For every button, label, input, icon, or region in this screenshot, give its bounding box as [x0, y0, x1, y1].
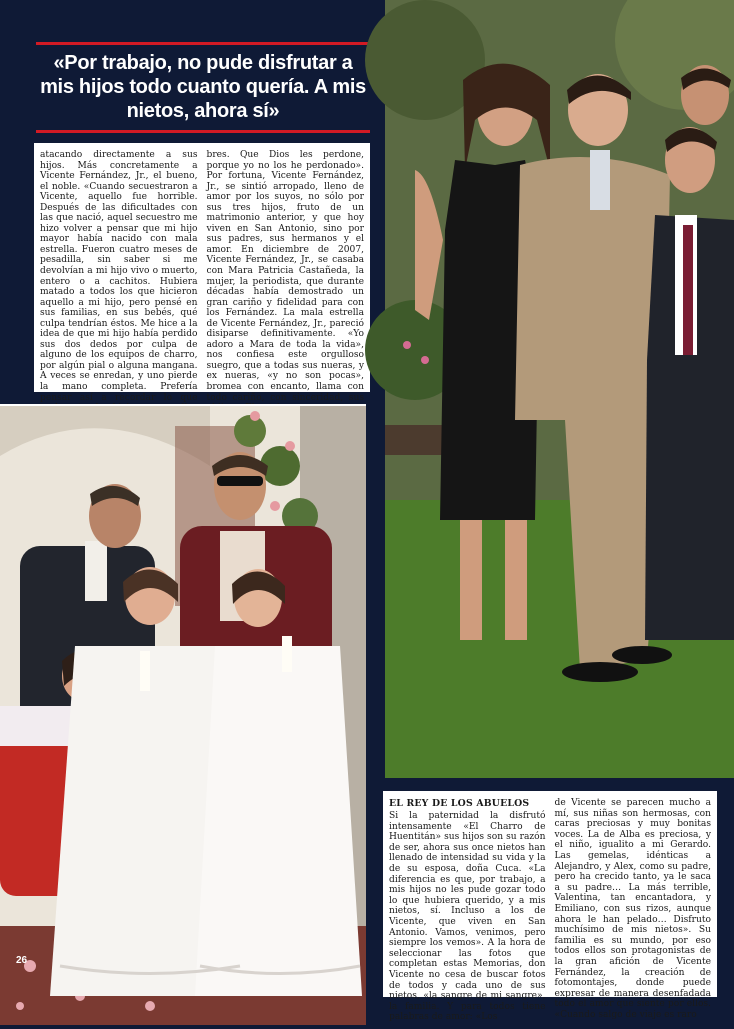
article-column-1: atacando directamente a sus hijos. Más concretamente a Vicente Fernández, Jr., el bueno, el noble. «Cuando secuestraron a Vicente, aquello fue horrible. Después de las dificultades con las que nació, aquel secuestro me hizo volver a pensar que mi hijo mayor había nacido con mala estrella. Fueron cuatro meses de pesadilla, sin saber si me devolvían a mi hijo vivo o muerto, entero o a cachitos. Hubiera matado a todos los que hicieron aquello a mi hijo, pero pensé en sus familias, en sus bebés, qué culpa tendrían éstos. Me hice a la idea de que mi hijo había perdido sus dos dedos por culpa de alguno de los equipos de charro, por algún pial o alguna manganа. A veces se enredan, y uno pierde la mano completa. Prefería pensar así a recordar lo que [40, 150, 198, 403]
page-number: 26 [16, 955, 28, 966]
sidebar-column-1 [389, 798, 546, 1023]
article-text-panel [34, 143, 370, 403]
sidebar-subhead: EL REY DE LOS ABUELOS [389, 798, 530, 809]
headline-bottom-rule [36, 130, 370, 133]
sidebar-text-panel [383, 791, 717, 1023]
garden-photo-illustration [385, 0, 734, 778]
article-column-2: bres. Que Dios les perdone, porque yo no los he perdonado». Por fortuna, Vicente Fernández, Jr., se sintió arropado, lleno de amor por los suyos, no sólo por sus tres hijos, fruto de un matrimonio anterior, y que hoy viven en San Antonio, sino por sus padres, sus hermanos y el amor. En diciembre de 2007, Vicente Fernández, Jr., se casaba con Mara Patricia Castañeda, la mujer, la periodista, que durante décadas había demostrado un gran cariño y fidelidad para con los Fernández. La mala estrella de Vicente Fernández, Jr., pareció disiparse definitivamente. «Yo adoro a Mara de toda la vida», nos confiesa este orgulloso suegro, que a todas sus nueras, y ex nueras, «y no son pocas», bromea con encanto, llama con todo cariño, con sinceridad, sus [206, 150, 364, 403]
headline-box [36, 42, 370, 134]
sidebar-column-2: de Vicente se parecen mucho a mí, sus niñas son hermosas, con caras preciosas y muy bonitas voces. La de Alba es preciosa, y el niño, igualito a mi Gerardo. Las gemelas, idénticas a Alejandro, y Alex, como su padre, pero ha crecido tanto, ya le saca a su padre… La más terrible, Valentina, tan encantadora, y Emiliano, con sus rizos, aunque ahora le han pelado… Disfruto muchísimo de mis nietos». Su familia es su mundo, por eso todos ellos son protagonistas de la gran afición de Vicente Fernández, la creación de fotomontajes, donde puede expresar de manera desenfadada todo el amor que siente por ellos. «Cuando salgo de viaje es raro [554, 798, 711, 1020]
sidebar-column-1-text: Si la paternidad la disfrutó intensamente «El Charro de Huentitán» sus hijos son su razón de ser, ahora sus once nietos han llenado de intensidad su vida y la de su esposa, doña Cuca. «La diferencia es que, por trabajo, a mis hijos no les pude gozar todo lo que hubiera querido, y a mis nietos, sí. Incluso a los de Vicente, que viven en San Antonio. Vamos, venimos, pero siempre los vemos». A la hora de seleccionar las fotos que completan estas Memorias, don Vicente no cesa de buscar fotos de todos y cada uno de sus nietos, «la sangre de mi sangre», la familia. Y para todos tiene palabras de amor: «Los [389, 811, 546, 1023]
family-photo-garden [385, 0, 734, 778]
family-photo-communion [0, 404, 366, 1023]
family-photo-illustration [0, 406, 366, 1025]
headline-top-rule [36, 42, 370, 45]
headline: «Por trabajo, no pude disfrutar a mis hijos todo cuanto quería. A mis nietos, ahora sí» [40, 52, 366, 122]
